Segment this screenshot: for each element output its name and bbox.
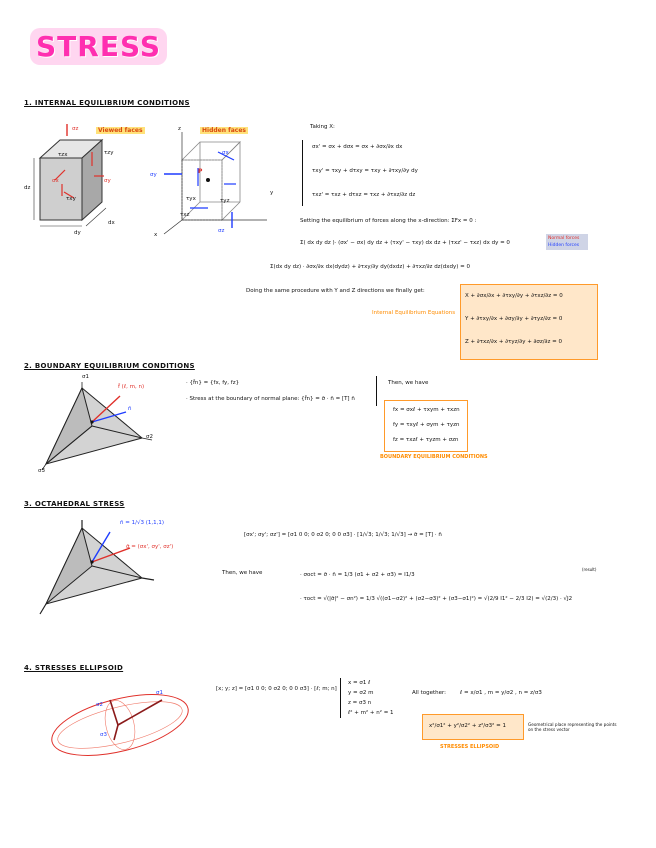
legend-normal-forces: Normal forces	[548, 236, 580, 241]
ellipsoid-matrix-eq: [x; y; z] = [σ1 0 0; 0 σ2 0; 0 0 σ3] · [ℓ; m; n]	[216, 686, 337, 692]
section-heading-4: 4. STRESSES ELLIPSOID	[24, 664, 124, 672]
dx-label: dx	[108, 220, 115, 226]
legend-hidden-forces: Hidden forces	[548, 243, 580, 248]
internal-eq-z: Z + ∂τxz/∂x + ∂τyz/∂y + ∂σz/∂z = 0	[465, 339, 562, 345]
ellipse-sigma2: σ2	[96, 702, 103, 708]
axis-sigma2: σ2	[146, 434, 153, 440]
axis-y-label: y	[270, 190, 274, 196]
tzy-label: τzy	[104, 150, 114, 156]
normal-vector-label: f̄ (ℓ, m, n)	[118, 384, 145, 390]
force-balance-eq: Σ( dx dy dz )· (σx' − σx) dy dz + (τxy' − τxy) dx dz + (τxz' − τxz) dx dy = 0	[300, 240, 510, 246]
components-brace	[340, 678, 344, 718]
boundary-equations-box	[384, 400, 468, 452]
internal-eq-y: Y + ∂τxy/∂x + ∂σy/∂y + ∂τyz/∂z = 0	[465, 316, 563, 322]
partial-eq-1: σx' = σx + dσx = σx + ∂σx/∂x dx	[312, 144, 403, 150]
txy-label: τxy	[66, 196, 76, 202]
tyz-label: τyz	[220, 198, 230, 204]
stress-ellipsoid-diagram	[40, 680, 200, 770]
sx-label-hidden: σx	[222, 150, 229, 156]
equation-brace	[302, 140, 306, 206]
section-heading-3: 3. OCTAHEDRAL STRESS	[24, 500, 125, 508]
ellipsoid-equation-box	[422, 714, 524, 740]
tau-oct-eq: · τoct = √(|σ̄|² − σn²) = 1/3 √((σ1−σ2)² + (σ2−σ3)² + (σ3−σ1)²) = √(2/9 I1² − 2/3 I2) = √(2/3) · √J2	[300, 596, 573, 602]
txz-label: τxz	[180, 212, 190, 218]
octahedral-matrix-eq: [σx'; σy'; σz'] = [σ1 0 0; 0 σ2 0; 0 0 σ3] · [1/√3; 1/√3; 1/√3] → σ̄ = [T] · n̄	[244, 532, 442, 538]
ellipsoid-equation: x²/σ1² + y²/σ2² + z²/σ3² = 1	[429, 723, 506, 729]
partial-eq-3: τxz' = τxz + dτxz = τxz + ∂τxz/∂z dz	[312, 192, 416, 198]
ellipsoid-note: Geometrical place representing the points on the stress vector	[528, 722, 617, 733]
page-title: STRESS	[30, 28, 167, 65]
direction-cosines-subs: ℓ = x/σ1 , m = y/σ2 , n = z/σ3	[460, 690, 542, 696]
boundary-tetrahedron-diagram	[36, 378, 166, 478]
ellipsoid-label: STRESSES ELLIPSOID	[440, 744, 500, 750]
then-we-have-text: Then, we have	[388, 380, 429, 386]
axis-sigma3: σ3	[38, 468, 45, 474]
tzx-label: τzx	[58, 152, 68, 158]
component-y: y = σ2 m	[348, 690, 374, 696]
internal-eq-x: X + ∂σx/∂x + ∂τxy/∂y + ∂τxz/∂z = 0	[465, 293, 563, 299]
sx-label-viewed: σx	[52, 178, 59, 184]
sy-label-viewed: σy	[104, 178, 111, 184]
internal-equations-box	[460, 284, 598, 360]
octahedral-note: (result)	[582, 567, 597, 572]
component-x: x = σ1 ℓ	[348, 680, 371, 686]
section-heading-2: 2. BOUNDARY EQUILIBRIUM CONDITIONS	[24, 362, 195, 370]
sy-label-hidden: σy	[150, 172, 157, 178]
boundary-bullet-2: · Stress at the boundary of normal plane: {f̄n} = σ̄ · n̄ = [T] n̄	[186, 396, 355, 402]
stress-vector-label: n̄	[128, 406, 132, 412]
dy-label: dy	[74, 230, 81, 236]
viewed-faces-label: Viewed faces	[98, 127, 143, 134]
all-together-text: All together:	[412, 690, 447, 696]
ellipse-sigma3: σ3	[100, 732, 107, 738]
hidden-faces-label: Hidden faces	[202, 127, 246, 134]
ellipse-sigma1: σ1	[156, 690, 163, 696]
simplified-eq: Σ(dx dy dz) · ∂σx/∂x dx(dydz) + ∂τxy/∂y dy(dxdz) + ∂τxz/∂z dz(dxdy) = 0	[270, 264, 470, 270]
octahedral-normal-label: n̄ = 1/√3 (1,1,1)	[120, 520, 164, 526]
boundary-eq-z: fz = τxzℓ + τyzm + σzn	[393, 437, 459, 443]
taking-x-text: Taking X:	[310, 124, 335, 130]
octahedral-tetrahedron-diagram	[36, 518, 166, 618]
sz-label-viewed: σz	[72, 126, 79, 132]
internal-equilibrium-label: Internal Equilibrium Equations	[372, 310, 456, 316]
setting-equilibrium-text: Setting the equilibrium of forces along the x-direction: ΣFx = 0 :	[300, 218, 477, 224]
boundary-eq-x: fx = σxℓ + τxym + τxzn	[393, 407, 460, 413]
octahedral-then-text: Then, we have	[222, 570, 263, 576]
boundary-label: BOUNDARY EQUILIBRIUM CONDITIONS	[380, 454, 488, 460]
boundary-bullet-1: · {f̄n} = {fx, fy, fz}	[186, 380, 240, 386]
boundary-brace	[372, 376, 377, 406]
boundary-eq-y: fy = τxyℓ + σym + τyzn	[393, 422, 460, 428]
section-heading-1: 1. INTERNAL EQUILIBRIUM CONDITIONS	[24, 99, 190, 107]
partial-eq-2: τxy' = τxy + dτxy = τxy + ∂τxy/∂y dy	[312, 168, 418, 174]
axis-z-label: z	[178, 126, 181, 132]
dz-label: dz	[24, 185, 31, 191]
unit-normal-constraint: ℓ² + m² + n² = 1	[348, 710, 394, 716]
sigma-oct-eq: · σoct = σ̄ · n̄ = 1/3 (σ1 + σ2 + σ3) = I1/3	[300, 572, 415, 578]
stress-cube-diagram	[22, 118, 292, 246]
same-procedure-text: Doing the same procedure with Y and Z directions we finally get:	[246, 288, 425, 294]
component-z: z = σ3 n	[348, 700, 372, 706]
axis-sigma1: σ1	[82, 374, 89, 380]
octahedral-stress-label: σ̄ = (σx', σy', σz')	[126, 544, 174, 550]
point-p-label: P	[198, 168, 203, 175]
tyx-label: τyx	[186, 196, 196, 202]
sz-label-hidden: σz	[218, 228, 225, 234]
axis-x-label: x	[154, 232, 158, 238]
